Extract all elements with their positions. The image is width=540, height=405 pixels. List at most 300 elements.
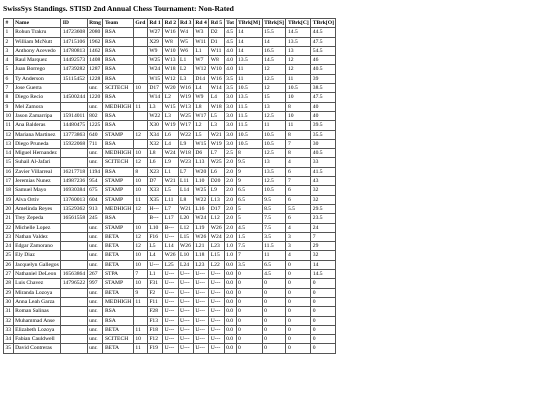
table-cell: U---	[163, 288, 178, 297]
table-cell: L3	[147, 102, 162, 111]
table-cell: 0.0	[224, 307, 236, 316]
table-cell: Zavier Villarreal	[13, 167, 61, 176]
table-cell: 13	[286, 46, 311, 55]
column-header: Rd 3	[180, 20, 192, 26]
table-cell: 2.0	[224, 177, 236, 186]
table-cell: Alva Ortiv	[13, 195, 61, 204]
table-cell: 14	[236, 46, 262, 55]
table-cell: Diego Recio	[13, 93, 61, 102]
table-cell	[133, 37, 147, 46]
table-row	[4, 65, 336, 74]
table-cell: W18	[178, 149, 193, 158]
table-cell: F19	[147, 344, 162, 353]
table-cell: 2.0	[224, 195, 236, 204]
table-cell: L9	[209, 186, 224, 195]
table-cell: 27	[5, 271, 12, 278]
table-cell: U---	[163, 316, 178, 325]
table-cell: 12	[286, 65, 311, 74]
table-cell: W27	[147, 28, 162, 37]
table-cell: 0	[286, 279, 311, 288]
table-cell: U---	[193, 279, 208, 288]
table-row	[4, 130, 336, 139]
column-header: Rtng	[89, 20, 101, 26]
table-cell: RSA	[103, 139, 133, 148]
table-cell: 12.5	[262, 111, 286, 120]
table-cell: W24	[163, 149, 178, 158]
table-cell: W17	[178, 121, 193, 130]
table-cell: 13	[262, 158, 286, 167]
table-cell: 3	[4, 46, 14, 55]
table-cell: 32	[311, 251, 336, 260]
table-cell: 245	[87, 214, 103, 223]
table-cell: MEDHIGH	[104, 205, 132, 212]
table-cell: W21	[209, 130, 224, 139]
table-cell	[61, 325, 87, 334]
table-cell: L2	[178, 65, 193, 74]
table-cell: STAMP	[103, 223, 133, 232]
table-cell: 3.5	[236, 260, 262, 269]
table-cell: W16	[178, 84, 193, 93]
table-cell: W5	[178, 37, 193, 46]
table-cell: L13	[209, 195, 224, 204]
table-row	[4, 121, 336, 130]
table-cell: L5	[193, 130, 208, 139]
table-cell: 10	[133, 251, 147, 260]
table-cell: 14796522	[62, 280, 86, 287]
table-cell: RSA	[103, 74, 133, 83]
table-cell: L3	[163, 111, 178, 120]
table-cell: 15	[262, 93, 286, 102]
table-cell: 11	[286, 74, 311, 83]
table-cell	[61, 102, 87, 111]
table-cell: Jeremias Nunez	[13, 177, 61, 186]
table-cell: Luis Chavez	[13, 279, 61, 288]
table-cell: 4	[286, 251, 311, 260]
table-cell	[61, 232, 87, 241]
table-cell: W16	[163, 28, 178, 37]
table-cell: 6.5	[236, 195, 262, 204]
table-body	[4, 28, 336, 353]
table-cell: 0	[262, 316, 286, 325]
table-cell: 7.5	[236, 242, 262, 251]
table-cell: MEDHIGH	[104, 103, 132, 110]
table-cell: W26	[193, 232, 208, 241]
table-cell: 2	[4, 37, 14, 46]
table-row	[4, 28, 336, 37]
table-cell: 14723608	[62, 29, 86, 36]
table-cell: Trey Zepeda	[13, 214, 61, 223]
column-header: #	[4, 19, 14, 28]
table-cell: W16	[209, 74, 224, 83]
table-cell: L9	[163, 158, 178, 167]
table-cell: 12	[262, 65, 286, 74]
table-cell: L4	[147, 251, 162, 260]
table-cell: 3.0	[224, 121, 236, 130]
table-cell: 0	[311, 307, 336, 316]
table-cell: unr.	[87, 158, 103, 167]
column-header: ID	[61, 19, 87, 28]
table-cell: L8	[147, 149, 162, 158]
table-cell: 3.5	[262, 232, 286, 241]
table-cell	[61, 344, 87, 353]
table-cell: 4	[286, 223, 311, 232]
table-cell: F16	[147, 232, 162, 241]
table-cell: L1	[193, 46, 208, 55]
table-cell: 0	[262, 344, 286, 353]
table-cell: 13.5	[262, 167, 286, 176]
table-row	[4, 251, 336, 260]
table-cell: X30	[147, 121, 162, 130]
table-cell: Mariana Martinez	[13, 130, 61, 139]
table-cell: 0	[286, 325, 311, 334]
table-cell: W11	[209, 46, 224, 55]
column-header: Rd 1	[149, 20, 161, 26]
table-cell: 10	[133, 177, 147, 186]
table-cell: U---	[163, 325, 178, 334]
table-row	[4, 279, 336, 288]
table-cell: W24	[209, 232, 224, 241]
table-cell: L12	[178, 223, 193, 232]
table-cell: unr.	[87, 223, 103, 232]
table-cell: 3.0	[224, 139, 236, 148]
table-cell: unr.	[87, 335, 103, 344]
table-cell: BETA	[103, 232, 133, 241]
table-row	[4, 111, 336, 120]
column-header: TBrk[O]	[312, 20, 334, 26]
table-cell: Miranda Lozoya	[13, 288, 61, 297]
table-cell: L13	[193, 158, 208, 167]
table-cell: 12	[133, 232, 147, 241]
table-cell: 7	[4, 84, 14, 93]
table-cell: L14	[178, 186, 193, 195]
table-cell: unr.	[87, 251, 103, 260]
table-cell: Juan Borrego	[13, 65, 61, 74]
table-cell: 2.0	[224, 186, 236, 195]
table-cell	[61, 242, 87, 251]
table-cell: 7.5	[262, 223, 286, 232]
column-header: Rd 2	[164, 20, 177, 26]
table-cell: U---	[178, 344, 193, 353]
table-cell: 0	[311, 335, 336, 344]
table-cell: 11	[286, 121, 311, 130]
table-cell: 7	[286, 139, 311, 148]
table-cell: W13	[163, 56, 178, 65]
table-cell: 0	[286, 335, 311, 344]
table-cell: Ana Balderas	[13, 121, 61, 130]
table-cell: RSA	[103, 28, 133, 37]
table-cell: 675	[87, 186, 103, 195]
table-row	[4, 260, 336, 269]
table-cell: Jose Guerra	[13, 84, 61, 93]
table-row	[4, 325, 336, 334]
table-cell: 5	[236, 214, 262, 223]
table-row	[4, 307, 336, 316]
table-cell: U---	[209, 270, 224, 279]
table-cell: STAMP	[103, 195, 133, 204]
table-cell: unr.	[87, 307, 103, 316]
table-cell: W9	[147, 46, 162, 55]
table-cell: U---	[193, 325, 208, 334]
table-cell: 0.0	[224, 260, 236, 269]
table-cell: 29.5	[311, 204, 336, 213]
table-cell: L2	[163, 93, 178, 102]
table-cell	[61, 251, 87, 260]
table-cell: L15	[178, 232, 193, 241]
table-cell: 12	[133, 130, 147, 139]
table-cell: Nathaniel DeLeon	[13, 270, 61, 279]
table-cell: 15	[5, 159, 12, 166]
table-cell: 25	[5, 252, 12, 259]
table-cell: 34	[5, 336, 12, 343]
table-cell: 14480475	[62, 122, 86, 129]
table-cell: U---	[178, 307, 193, 316]
table-cell: Elizabeth Lozoya	[13, 325, 61, 334]
table-cell: 7	[236, 251, 262, 260]
table-cell: 14	[5, 150, 12, 157]
table-cell: MEDHIGH	[104, 150, 132, 157]
table-cell: 12.5	[262, 149, 286, 158]
table-cell: L1	[147, 270, 162, 279]
table-cell: 14	[311, 260, 336, 269]
table-cell: 47.5	[311, 93, 336, 102]
table-cell: U---	[178, 288, 193, 297]
table-cell: W24	[147, 65, 162, 74]
table-cell: 4.5	[236, 223, 262, 232]
table-cell: L10	[147, 223, 162, 232]
table-cell: BETA	[103, 325, 133, 334]
column-header: Name	[13, 19, 61, 28]
table-cell: 23	[5, 233, 12, 240]
table-cell: 12	[133, 204, 147, 213]
table-row	[4, 242, 336, 251]
table-cell: X33	[147, 186, 162, 195]
table-cell: 0.0	[224, 344, 236, 353]
table-cell: Mel Zamora	[13, 102, 61, 111]
table-cell: 0	[286, 297, 311, 306]
table-cell: F28	[147, 307, 162, 316]
table-cell: U---	[147, 260, 162, 269]
table-cell: W19	[178, 93, 193, 102]
table-cell: U---	[163, 307, 178, 316]
table-cell: 4.5	[262, 270, 286, 279]
table-cell: 0	[286, 260, 311, 269]
table-cell: X34	[147, 130, 162, 139]
table-cell: 14	[262, 37, 286, 46]
table-cell: unr.	[87, 84, 103, 93]
table-cell: 40.5	[311, 65, 336, 74]
table-cell: 20	[5, 205, 12, 212]
table-cell: W11	[193, 37, 208, 46]
table-cell: D2	[209, 28, 224, 37]
standings-table	[3, 18, 336, 354]
table-cell: U---	[209, 335, 224, 344]
table-cell: 12	[262, 84, 286, 93]
table-cell: RSA	[103, 111, 133, 120]
table-cell: 22	[5, 224, 12, 231]
table-cell: 1.5	[236, 232, 262, 241]
table-cell	[133, 93, 147, 102]
table-cell: 3	[286, 242, 311, 251]
table-cell: W20	[193, 167, 208, 176]
table-cell: unr.	[87, 316, 103, 325]
table-cell: 39	[311, 74, 336, 83]
table-cell: 0	[236, 307, 262, 316]
table-cell: 11	[262, 251, 286, 260]
table-cell: 26	[5, 261, 12, 268]
table-cell: W22	[147, 111, 162, 120]
table-cell	[133, 111, 147, 120]
table-cell: W10	[163, 46, 178, 55]
table-cell: 3.0	[224, 111, 236, 120]
table-cell: 0	[286, 288, 311, 297]
table-cell: 7	[133, 270, 147, 279]
table-row	[4, 139, 336, 148]
table-cell: L5	[147, 242, 162, 251]
table-cell: 21	[5, 215, 12, 222]
table-cell: L19	[193, 223, 208, 232]
table-cell: L23	[193, 260, 208, 269]
column-header: TBrk[C]	[287, 20, 309, 26]
table-cell: 1220	[87, 93, 103, 102]
table-cell: 5	[236, 204, 262, 213]
table-cell: RSA	[103, 65, 133, 74]
table-row	[4, 316, 336, 325]
table-cell: L3	[178, 74, 193, 83]
table-row	[4, 297, 336, 306]
table-cell: 640	[87, 130, 103, 139]
table-cell: 0	[311, 297, 336, 306]
table-cell: L20	[178, 214, 193, 223]
table-cell: L11	[178, 177, 193, 186]
table-cell: Diego Pruneda	[13, 139, 61, 148]
table-cell: Ty Anderson	[13, 74, 61, 83]
table-cell: 13	[5, 140, 12, 147]
table-cell: W17	[193, 111, 208, 120]
table-cell: F2	[147, 288, 162, 297]
column-header: Rd 4	[195, 20, 207, 26]
table-cell: 0	[262, 335, 286, 344]
table-cell: 11.5	[236, 102, 262, 111]
table-cell: U---	[163, 344, 178, 353]
table-cell: 1194	[87, 167, 103, 176]
table-cell: L1	[163, 167, 178, 176]
table-cell: 1225	[87, 121, 103, 130]
table-cell: W15	[163, 102, 178, 111]
table-cell: 12.5	[262, 177, 286, 186]
table-cell: 14	[236, 28, 262, 37]
table-cell: 267	[87, 270, 103, 279]
table-cell: L14	[163, 242, 178, 251]
table-cell: unr.	[87, 288, 103, 297]
table-cell: 10.5	[236, 139, 262, 148]
table-cell: 0.0	[224, 288, 236, 297]
table-cell: W6	[178, 46, 193, 55]
table-cell: 7.5	[262, 214, 286, 223]
table-cell: W14	[209, 84, 224, 93]
table-cell: 4.0	[224, 65, 236, 74]
table-cell: L10	[193, 177, 208, 186]
table-cell: 32	[5, 317, 12, 324]
table-cell: Nathan Valdez	[13, 232, 61, 241]
table-cell: F13	[147, 316, 162, 325]
table-cell: Jacquelyn Gallegos	[15, 261, 59, 268]
table-cell	[61, 223, 87, 232]
table-cell: 14780813	[62, 47, 86, 54]
table-cell: 0	[286, 270, 311, 279]
table-cell: 10	[133, 335, 147, 344]
table-cell: 6.5	[236, 186, 262, 195]
table-cell: 10	[133, 260, 147, 269]
table-cell: L2	[193, 121, 208, 130]
table-cell: 9	[236, 177, 262, 186]
table-cell: W12	[163, 74, 178, 83]
table-row	[4, 177, 336, 186]
table-cell: RSA	[103, 37, 133, 46]
table-cell: 54.5	[311, 46, 336, 55]
table-cell: U---	[209, 279, 224, 288]
table-cell: U---	[209, 307, 224, 316]
table-cell: 11.5	[236, 111, 262, 120]
table-cell: RSA	[103, 121, 133, 130]
table-cell: 14.5	[286, 28, 311, 37]
table-cell: 3.5	[224, 74, 236, 83]
table-cell: 12	[286, 56, 311, 65]
column-header: TBrk[S]	[264, 20, 284, 26]
table-cell: L23	[209, 242, 224, 251]
table-cell: 13.5	[236, 56, 262, 65]
table-cell: 32	[311, 186, 336, 195]
table-cell: unr.	[87, 232, 103, 241]
table-cell: Samuel Mayo	[13, 186, 61, 195]
table-cell: 23.5	[311, 214, 336, 223]
table-cell: 15.5	[262, 28, 286, 37]
column-header: Grd	[135, 20, 146, 26]
table-cell: 17	[5, 178, 12, 185]
table-cell: Roman Salinas	[13, 307, 61, 316]
table-cell: 8	[286, 130, 311, 139]
table-row	[4, 74, 336, 83]
table-cell: 1	[4, 28, 14, 37]
table-cell: 4.0	[224, 56, 236, 65]
table-cell: 14.5	[262, 56, 286, 65]
table-cell: 2.0	[224, 214, 236, 223]
table-cell: Suhail Al-Jafari	[13, 158, 61, 167]
table-cell: L4	[163, 139, 178, 148]
table-cell: 0	[236, 335, 262, 344]
table-cell: David Contreras	[13, 344, 61, 353]
table-cell	[133, 121, 147, 130]
table-cell: U---	[209, 316, 224, 325]
table-cell: 997	[87, 279, 103, 288]
table-cell: 0	[311, 344, 336, 353]
table-cell: Anna Leah Garza	[13, 297, 61, 306]
table-row	[4, 195, 336, 204]
table-cell: 13773863	[62, 131, 86, 138]
table-cell: F11	[147, 297, 162, 306]
table-cell: 0.0	[224, 316, 236, 325]
table-cell: U---	[193, 344, 208, 353]
table-cell: SCITECH	[103, 84, 133, 93]
table-cell: L10	[178, 251, 193, 260]
table-cell: 12	[133, 242, 147, 251]
table-cell	[61, 149, 87, 158]
table-row	[4, 149, 336, 158]
table-cell: 15115452	[61, 74, 87, 83]
table-cell: W26	[209, 223, 224, 232]
table-cell: 11	[133, 344, 147, 353]
table-cell: 4.5	[224, 37, 236, 46]
table-cell: 1.0	[224, 251, 236, 260]
